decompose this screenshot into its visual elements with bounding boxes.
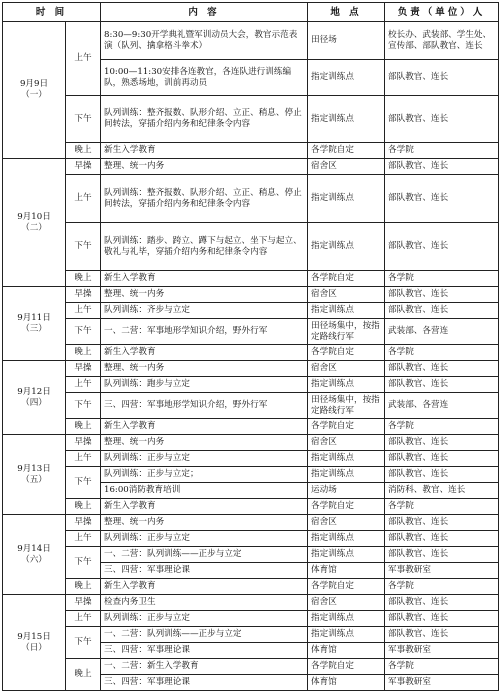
owner-cell: 各学院 — [385, 143, 499, 159]
header-content: 内 容 — [101, 3, 308, 22]
place-cell: 田径场 — [308, 22, 385, 60]
schedule-row — [3, 361, 499, 377]
date-cell — [3, 22, 66, 159]
owner-cell: 部队教官、连长 — [385, 451, 499, 467]
schedule-row — [3, 223, 499, 271]
content-cell: 三、四营：军事理论课 — [101, 643, 308, 659]
place-cell: 体育馆 — [308, 563, 385, 579]
schedule-row — [3, 451, 499, 467]
schedule-row — [3, 393, 499, 419]
date-label: 9月10日 — [17, 211, 51, 222]
content-cell: 整理、统一内务 — [101, 515, 308, 531]
period-cell: 上午 — [66, 22, 101, 96]
period-cell: 晚上 — [66, 419, 101, 435]
owner-cell: 各学院 — [385, 659, 499, 675]
schedule-row — [3, 345, 499, 361]
place-cell: 指定训练点 — [308, 627, 385, 643]
period-cell: 晚上 — [66, 499, 101, 515]
date-label: 9月15日 — [17, 631, 51, 642]
schedule-row — [3, 627, 499, 643]
period-cell: 上午 — [66, 531, 101, 547]
owner-cell: 各学院 — [385, 271, 499, 287]
owner-cell: 部队教官、连长 — [385, 361, 499, 377]
owner-cell: 军事教研室 — [385, 643, 499, 659]
content-cell: 一、二营：队列训练——正步与立定 — [101, 547, 308, 563]
schedule-row — [3, 579, 499, 595]
place-cell: 各学院自定 — [308, 659, 385, 675]
place-cell: 指定训练点 — [308, 531, 385, 547]
place-cell: 指定训练点 — [308, 96, 385, 143]
schedule-row — [3, 22, 499, 60]
owner-cell: 部队教官、连长 — [385, 547, 499, 563]
owner-cell: 武装部、各营连 — [385, 319, 499, 345]
date-cell — [3, 159, 66, 287]
place-cell: 各学院自定 — [308, 499, 385, 515]
weekday-label: （五） — [21, 474, 47, 485]
content-cell: 队列训练：正步与立定 — [101, 611, 308, 627]
weekday-label: （六） — [21, 554, 47, 565]
schedule-row — [3, 547, 499, 563]
period-cell: 下午 — [66, 319, 101, 345]
schedule-row — [3, 287, 499, 303]
period-cell: 下午 — [66, 223, 101, 271]
schedule-body — [3, 22, 499, 691]
place-cell: 体育馆 — [308, 675, 385, 691]
place-cell: 各学院自定 — [308, 579, 385, 595]
period-cell: 早操 — [66, 159, 101, 175]
owner-cell: 部队教官、连长 — [385, 303, 499, 319]
place-cell: 指定训练点 — [308, 377, 385, 393]
date-label: 9月9日 — [19, 79, 49, 89]
content-cell: 新生入学教育 — [101, 143, 308, 159]
place-cell: 指定训练点 — [308, 451, 385, 467]
content-cell: 整理、统一内务 — [101, 159, 308, 175]
owner-cell: 部队教官、连长 — [385, 467, 499, 483]
header-time: 时 间 — [3, 3, 101, 22]
date-cell — [3, 361, 66, 435]
owner-cell: 部队教官、连长 — [385, 96, 499, 143]
period-cell: 晚上 — [66, 345, 101, 361]
owner-cell: 部队教官、连长 — [385, 435, 499, 451]
owner-cell: 各学院 — [385, 419, 499, 435]
content-cell: 队列训练：跑步与立定 — [101, 377, 308, 393]
date-label: 9月11日 — [17, 312, 51, 323]
date-cell — [3, 515, 66, 595]
content-cell: 新生入学教育 — [101, 419, 308, 435]
schedule-row — [3, 159, 499, 175]
content-cell: 16:00消防教育培训 — [101, 483, 308, 499]
place-cell: 指定训练点 — [308, 547, 385, 563]
place-cell: 各学院自定 — [308, 271, 385, 287]
content-cell: 三、四营：军事理论课 — [101, 675, 308, 691]
content-cell: 8:30—9:30开学典礼暨军训动员大会，教官示范表演（队列、擒拿格斗拳术） — [101, 22, 308, 60]
content-cell: 检查内务卫生 — [101, 595, 308, 611]
schedule-row — [3, 377, 499, 393]
owner-cell: 部队教官、连长 — [385, 627, 499, 643]
period-cell: 下午 — [66, 393, 101, 419]
date-cell — [3, 595, 66, 691]
owner-cell: 消防科、教官、连长 — [385, 483, 499, 499]
weekday-label: （二） — [21, 222, 47, 233]
owner-cell: 武装部、各营连 — [385, 393, 499, 419]
place-cell: 宿舍区 — [308, 435, 385, 451]
period-cell: 上午 — [66, 611, 101, 627]
place-cell: 田径场集中，按指定路线行军 — [308, 319, 385, 345]
header-place: 地 点 — [308, 3, 385, 22]
place-cell: 各学院自定 — [308, 419, 385, 435]
place-cell: 各学院自定 — [308, 345, 385, 361]
owner-cell: 各学院 — [385, 579, 499, 595]
period-cell: 早操 — [66, 287, 101, 303]
place-cell: 指定训练点 — [308, 175, 385, 223]
place-cell: 宿舍区 — [308, 515, 385, 531]
place-cell: 宿舍区 — [308, 361, 385, 377]
content-cell: 三、四营：军事地形学知识介绍，野外行军 — [101, 393, 308, 419]
schedule-row — [3, 143, 499, 159]
content-cell: 整理、统一内务 — [101, 361, 308, 377]
owner-cell: 部队教官、连长 — [385, 611, 499, 627]
schedule-row — [3, 319, 499, 345]
period-cell: 早操 — [66, 515, 101, 531]
date-cell — [3, 287, 66, 361]
period-cell: 晚上 — [66, 659, 101, 691]
content-cell: 队列训练：正步与立定 — [101, 451, 308, 467]
period-cell: 下午 — [66, 547, 101, 579]
content-cell: 队列训练：齐步与立定 — [101, 303, 308, 319]
place-cell: 指定训练点 — [308, 611, 385, 627]
place-cell: 指定训练点 — [308, 467, 385, 483]
period-cell: 上午 — [66, 175, 101, 223]
place-cell: 宿舍区 — [308, 595, 385, 611]
date-label: 9月14日 — [17, 543, 51, 554]
place-cell: 各学院自定 — [308, 143, 385, 159]
content-cell: 新生入学教育 — [101, 345, 308, 361]
owner-cell: 各学院 — [385, 499, 499, 515]
content-cell: 队列训练：整齐报数、队形介绍、立正、稍息、停止间转法，穿插介绍内务和纪律条令内容 — [101, 175, 308, 223]
header-owner: 负责（单位）人 — [385, 3, 499, 22]
period-cell: 下午 — [66, 467, 101, 499]
place-cell: 田径场集中，按指定路线行军 — [308, 393, 385, 419]
place-cell: 宿舍区 — [308, 159, 385, 175]
schedule-row — [3, 499, 499, 515]
schedule-table — [2, 2, 499, 691]
schedule-row — [3, 435, 499, 451]
content-cell: 三、四营：军事理论课 — [101, 563, 308, 579]
place-cell: 指定训练点 — [308, 223, 385, 271]
header-row — [3, 3, 499, 22]
content-cell: 队列训练：正步与立定； — [101, 467, 308, 483]
place-cell: 指定训练点 — [308, 60, 385, 96]
content-cell: 新生入学教育 — [101, 271, 308, 287]
owner-cell: 部队教官、连长 — [385, 223, 499, 271]
content-cell: 一、二营：新生入学教育 — [101, 659, 308, 675]
weekday-label: （四） — [21, 397, 47, 408]
schedule-row — [3, 467, 499, 483]
place-cell: 运动场 — [308, 483, 385, 499]
owner-cell: 部队教官、连长 — [385, 60, 499, 96]
owner-cell: 部队教官、连长 — [385, 377, 499, 393]
date-cell — [3, 435, 66, 515]
weekday-label: （一） — [21, 90, 47, 100]
place-cell: 体育馆 — [308, 643, 385, 659]
content-cell: 一、二营：军事地形学知识介绍，野外行军 — [101, 319, 308, 345]
owner-cell: 部队教官、连长 — [385, 175, 499, 223]
content-cell: 整理、统一内务 — [101, 435, 308, 451]
content-cell: 新生入学教育 — [101, 579, 308, 595]
content-cell: 队列训练：踏步、跨立、蹲下与起立、坐下与起立、敬礼与礼毕，穿插介绍内务和纪律条令内容 — [101, 223, 308, 271]
owner-cell: 军事教研室 — [385, 563, 499, 579]
weekday-label: （三） — [21, 323, 47, 334]
place-cell: 宿舍区 — [308, 287, 385, 303]
date-label: 9月12日 — [17, 386, 51, 397]
period-cell: 下午 — [66, 96, 101, 143]
period-cell: 早操 — [66, 595, 101, 611]
place-cell: 指定训练点 — [308, 303, 385, 319]
schedule-row — [3, 419, 499, 435]
schedule-row — [3, 659, 499, 675]
owner-cell: 部队教官、连长 — [385, 531, 499, 547]
period-cell: 下午 — [66, 627, 101, 659]
period-cell: 晚上 — [66, 579, 101, 595]
owner-cell: 各学院 — [385, 345, 499, 361]
content-cell: 10:00—11:30安排各连教官，各连队进行训练编队，熟悉场地，训前再动员 — [101, 60, 308, 96]
content-cell: 一、二营：队列训练——正步与立定 — [101, 627, 308, 643]
date-label: 9月13日 — [17, 463, 51, 474]
schedule-row — [3, 531, 499, 547]
period-cell: 上午 — [66, 303, 101, 319]
schedule-row — [3, 303, 499, 319]
owner-cell: 军事教研室 — [385, 675, 499, 691]
content-cell: 队列训练：正步与立定 — [101, 531, 308, 547]
content-cell: 队列训练：整齐报数、队形介绍、立正、稍息、停止间转法，穿插介绍内务和纪律条令内容 — [101, 96, 308, 143]
period-cell: 早操 — [66, 361, 101, 377]
schedule-row — [3, 175, 499, 223]
period-cell: 晚上 — [66, 143, 101, 159]
schedule-row — [3, 96, 499, 143]
period-cell: 上午 — [66, 451, 101, 467]
content-cell: 新生入学教育 — [101, 499, 308, 515]
content-cell: 整理、统一内务 — [101, 287, 308, 303]
period-cell: 上午 — [66, 377, 101, 393]
schedule-row — [3, 595, 499, 611]
period-cell: 早操 — [66, 435, 101, 451]
owner-cell: 校长办、武装部、学生处、宣传部、部队教官、连长 — [385, 22, 499, 60]
owner-cell: 部队教官、连长 — [385, 287, 499, 303]
weekday-label: （日） — [21, 642, 47, 653]
owner-cell: 部队教官、连长 — [385, 595, 499, 611]
schedule-row — [3, 611, 499, 627]
schedule-row — [3, 271, 499, 287]
schedule-row — [3, 515, 499, 531]
owner-cell: 部队教官、连长 — [385, 159, 499, 175]
period-cell: 晚上 — [66, 271, 101, 287]
owner-cell: 部队教官、连长 — [385, 515, 499, 531]
